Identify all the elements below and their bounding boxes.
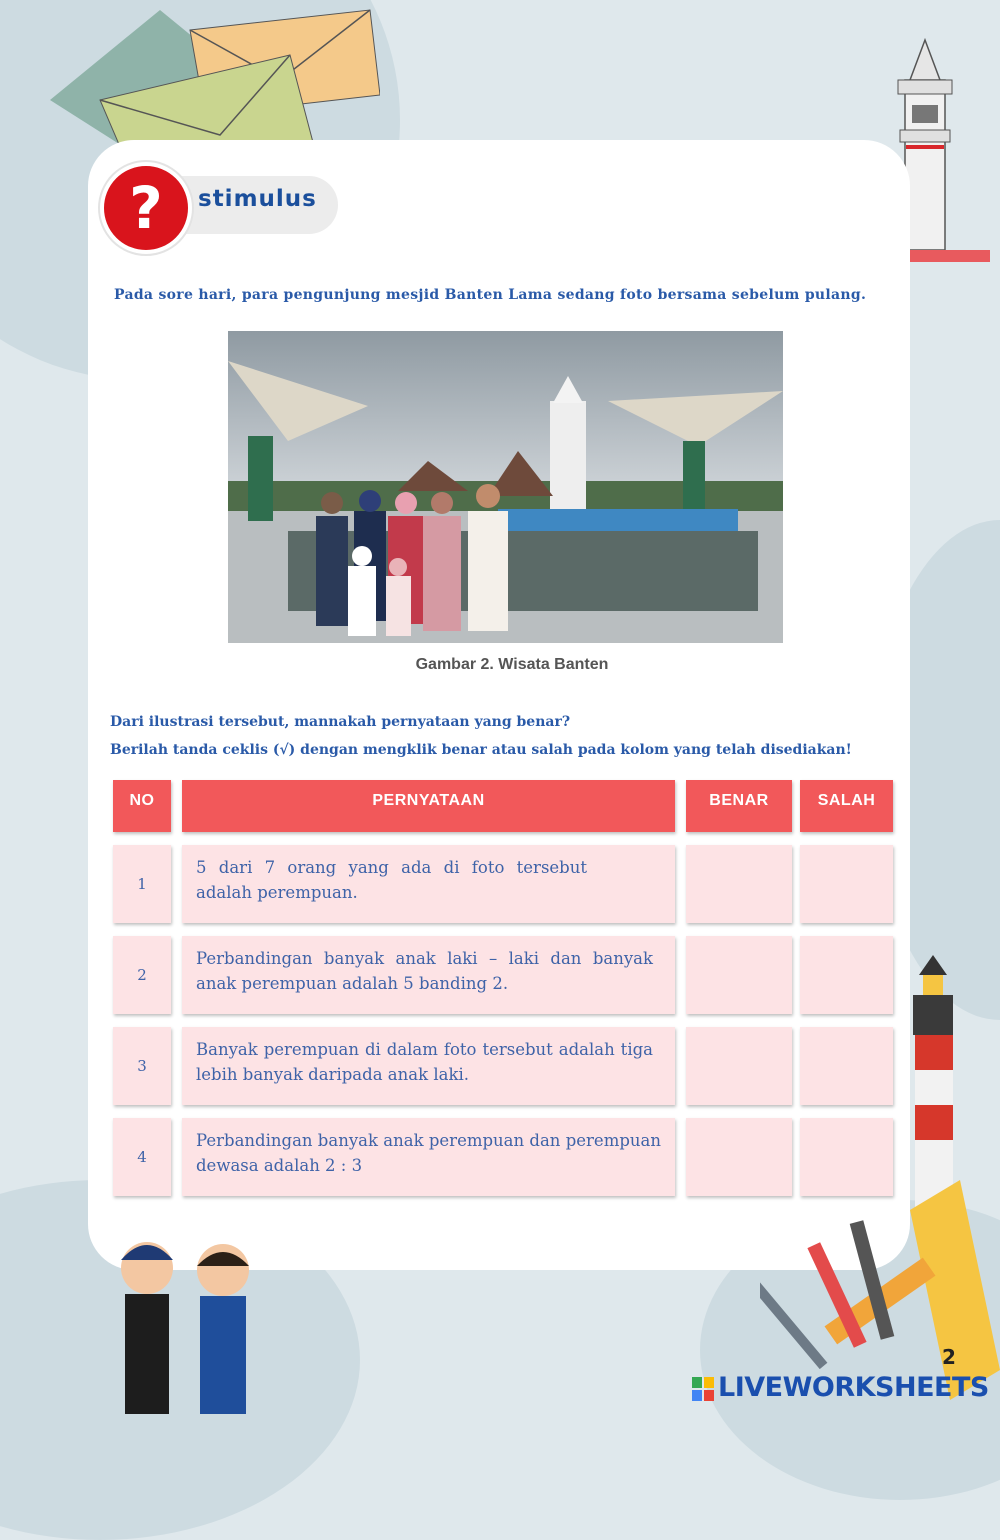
answer-false-checkbox[interactable] [800, 845, 893, 923]
header-true: BENAR [686, 780, 792, 832]
answer-true-checkbox[interactable] [686, 845, 792, 923]
header-no: NO [113, 780, 171, 832]
stationery-illustration [760, 1170, 1000, 1400]
row-number: 4 [113, 1118, 171, 1196]
answer-false-checkbox[interactable] [800, 936, 893, 1014]
answer-true-checkbox[interactable] [686, 936, 792, 1014]
intro-text: Pada sore hari, para pengunjung mesjid Banten Lama sedang foto bersama sebelum pulang. [114, 287, 867, 303]
row-statement: Perbandingan banyak anak perempuan dan perempuan dewasa adalah 2 : 3 [182, 1118, 675, 1196]
section-title: stimulus [198, 186, 317, 212]
characters-illustration [105, 1230, 265, 1414]
photo-wisata-banten [228, 331, 783, 643]
page-number: 2 [942, 1345, 956, 1369]
row-number: 3 [113, 1027, 171, 1105]
row-number: 1 [113, 845, 171, 923]
answer-false-checkbox[interactable] [800, 1027, 893, 1105]
row-statement: Perbandingan banyak anak laki – laki dan banyak anak perempuan adalah 5 banding 2. [182, 936, 675, 1014]
answer-true-checkbox[interactable] [686, 1027, 792, 1105]
row-statement: 5 dari 7 orang yang ada di foto tersebut adalah perempuan. [182, 845, 675, 923]
figure-caption: Gambar 2. Wisata Banten [415, 656, 609, 673]
instruction-question: Dari ilustrasi tersebut, mannakah pernyataan yang benar? [110, 714, 571, 730]
header-statement: PERNYATAAN [182, 780, 675, 832]
row-number: 2 [113, 936, 171, 1014]
instruction-checklist: Berilah tanda ceklis (√) dengan mengklik benar atau salah pada kolom yang telah disediakan! [110, 742, 852, 758]
header-false: SALAH [800, 780, 893, 832]
liveworksheets-logo-icon [692, 1377, 714, 1401]
row-statement: Banyak perempuan di dalam foto tersebut adalah tiga lebih banyak daripada anak laki. [182, 1027, 675, 1105]
brand-name: LIVEWORKSHEETS [718, 1372, 989, 1403]
question-mark-icon: ? [100, 162, 192, 254]
